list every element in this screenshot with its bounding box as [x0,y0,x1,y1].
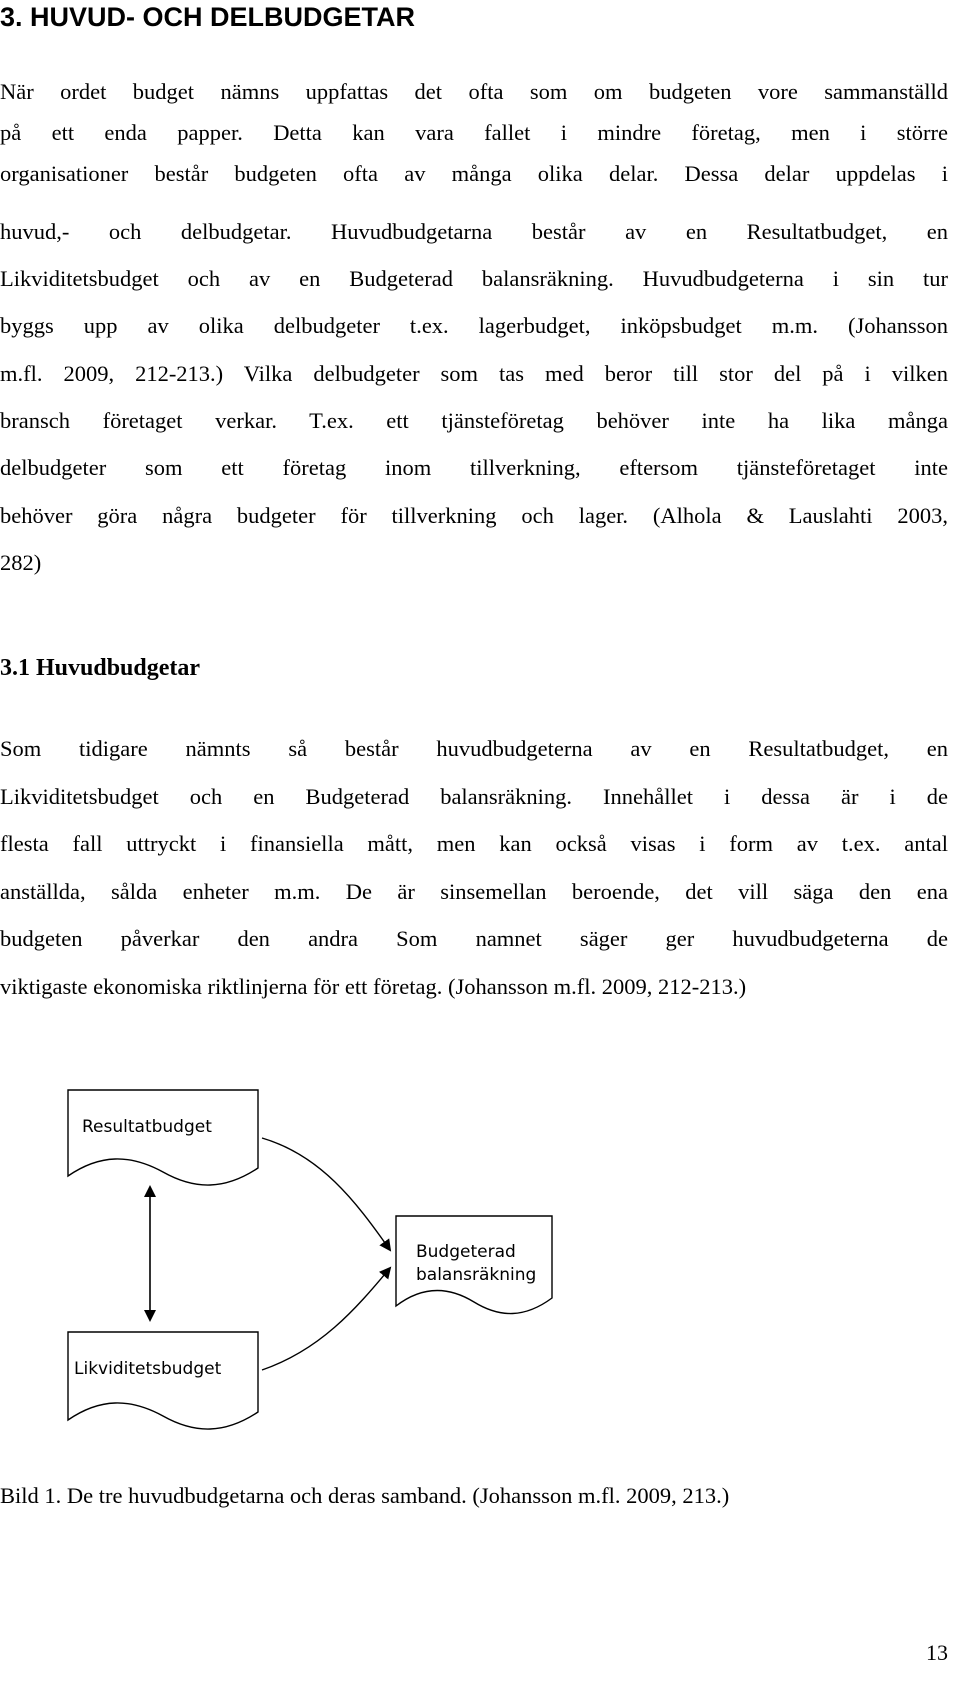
paragraph-line: delbudgeter som ett företag inom tillverkning, eftersom tjänsteföretaget inte [0,455,948,480]
balansrakning-label-line2: balansräkning [416,1265,537,1285]
arrow-liquidity-to-balance [262,1268,390,1370]
likviditetsbudget-box [68,1332,258,1429]
likviditetsbudget-label: Likviditetsbudget [74,1359,222,1379]
arrow-result-to-balance [262,1138,390,1250]
subsection-heading: 3.1 Huvudbudgetar [0,655,201,681]
budgeterad-balansrakning-box [396,1216,552,1314]
paragraph-line: huvud,- och delbudgetar. Huvudbudgetarna består av en Resultatbudget, en [0,219,948,244]
paragraph-line: Som tidigare nämnts så består huvudbudgeterna av en Resultatbudget, en [0,736,948,761]
paragraph-line: När ordet budget nämns uppfattas det ofta som om budgeten vore sammanställd [0,79,948,104]
balansrakning-label-line1: Budgeterad [416,1242,516,1262]
paragraph-line: bransch företaget verkar. T.ex. ett tjänsteföretag behöver inte ha lika många [0,408,948,433]
paragraph-line: flesta fall uttryckt i finansiella mått, men kan också visas i form av t.ex. antal [0,831,948,856]
paragraph-line: Likviditetsbudget och av en Budgeterad balansräkning. Huvudbudgeterna i sin tur [0,266,948,291]
paragraph-line: 282) [0,550,42,575]
figure-caption: Bild 1. De tre huvudbudgetarna och deras samband. (Johansson m.fl. 2009, 213.) [0,1483,730,1508]
budget-relationship-diagram [0,1080,560,1470]
page-number: 13 [926,1640,948,1665]
paragraph-line: anställda, sålda enheter m.m. De är sinsemellan beroende, det vill säga den ena [0,879,948,904]
paragraph-line: budgeten påverkar den andra Som namnet säger ger huvudbudgeterna de [0,926,948,951]
paragraph-line: behöver göra några budgeter för tillverkning och lager. (Alhola & Lauslahti 2003, [0,503,948,528]
paragraph-line: viktigaste ekonomiska riktlinjerna för ett företag. (Johansson m.fl. 2009, 212-213.) [0,974,747,999]
resultatbudget-label: Resultatbudget [82,1117,212,1137]
section-heading: 3. HUVUD- OCH DELBUDGETAR [0,2,416,32]
paragraph-line: byggs upp av olika delbudgeter t.ex. lagerbudget, inköpsbudget m.m. (Johansson [0,313,948,338]
resultatbudget-box [68,1090,258,1185]
paragraph-line: på ett enda papper. Detta kan vara fallet i mindre företag, men i större [0,120,948,145]
paragraph-line: m.fl. 2009, 212-213.) Vilka delbudgeter som tas med beror till stor del på i vilken [0,361,948,386]
paragraph-line: Likviditetsbudget och en Budgeterad balansräkning. Innehållet i dessa är i de [0,784,948,809]
paragraph-line: organisationer består budgeten ofta av många olika delar. Dessa delar uppdelas i [0,161,948,186]
